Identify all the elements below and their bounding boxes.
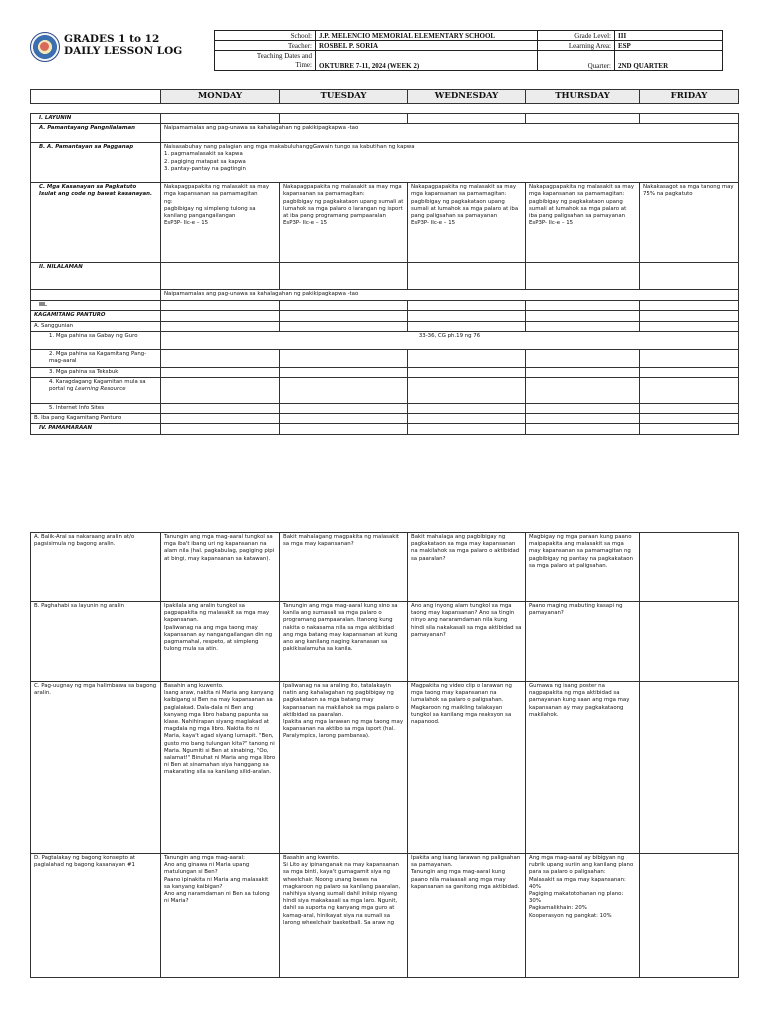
pagtalakay-wednesday: Ipakita ang isang larawan ng paligsahan sa pamayanan. Tanungin ang mga mag-aaral kung paano nila maiaasali ang mga may kapansanan sa ganitong mga aktibidad. bbox=[408, 854, 526, 978]
deped-seal-icon bbox=[30, 32, 60, 62]
learning-resource-label: 4. Karagdagang Kagamitan mula sa portal ng Learning Resource bbox=[31, 378, 161, 404]
area-label: Learning Area: bbox=[538, 41, 615, 51]
log-title: GRADES 1 to 12 DAILY LESSON LOG bbox=[64, 33, 183, 57]
info-table bbox=[214, 30, 723, 71]
day-header-wednesday: WEDNESDAY bbox=[408, 90, 526, 104]
balik-aral-tuesday: Bakit mahalagang magpakita ng malasakit sa mga may kapansanan? bbox=[280, 533, 408, 602]
quarter-label: Quarter: bbox=[538, 51, 615, 71]
pag-uugnay-wednesday: Magpakita ng video clip o larawan ng mga taong may kapansanan na lumalahok sa palaro o paligsahan. Magkaroon ng maikling talakayan tungkol sa kanilang mga reaksyon sa napanood. bbox=[408, 682, 526, 854]
dates-value: OKTUBRE 7-11, 2024 (WEEK 2) bbox=[316, 51, 538, 71]
pamantayang-pangnilalaman-label: A. Pamantayang Pangnilalaman bbox=[31, 124, 161, 143]
kagamitang-pang-mag-aaral-label: 2. Mga pahina sa Kagamitang Pang-mag-aaral bbox=[31, 349, 161, 367]
balik-aral-monday: Tanungin ang mga mag-aaral tungkol sa mga iba't ibang uri ng kapansanan na alam nila (hal. pagkabulag, pagiging pipi at bingi, may kapansanan sa katawan). bbox=[161, 533, 280, 602]
pag-uugnay-label: C. Pag-uugnay ng mga halimbawa sa bagong aralin. bbox=[31, 682, 161, 854]
pag-uugnay-friday bbox=[640, 682, 739, 854]
dates-label: Teaching Dates and Time: bbox=[215, 51, 316, 71]
kagamitang-panturo-label: KAGAMITANG PANTURO bbox=[31, 311, 161, 321]
table-row bbox=[31, 602, 739, 682]
gabay-ng-guro-value: 33-36, CG ph.19 ng 76 bbox=[161, 331, 739, 349]
pag-uugnay-thursday: Gumawa ng isang poster na nagpapakita ng mga aktibidad sa pamayanan kung saan ang mga may kapansanan ay may pagkakataong makilahok. bbox=[526, 682, 640, 854]
balik-aral-friday bbox=[640, 533, 739, 602]
lesson-log-header bbox=[30, 30, 738, 72]
kasanayan-label: C. Mga Kasanayan sa Pagkatuto Isulat ang code ng bawat kasanayan. bbox=[31, 183, 161, 263]
grade-value: III bbox=[615, 31, 723, 41]
spacer-row bbox=[31, 104, 739, 114]
nilalaman-label: II. NILALAMAN bbox=[31, 263, 161, 290]
day-header-tuesday: TUESDAY bbox=[280, 90, 408, 104]
school-value: J.P. MELENCIO MEMORIAL ELEMENTARY SCHOOL bbox=[316, 31, 538, 41]
pagtalakay-thursday: Ang mga mag-aaral ay bibigyan ng rubrik upang suriin ang kanilang plano para sa palaro o paligsahan: Malasakit sa mga may kapansanan: 40% Pagiging makatotohanan ng plano: 30% Pagkamalikhain: 20% Kooperasyon ng pangkat: 10% bbox=[526, 854, 640, 978]
table-row bbox=[31, 854, 739, 978]
teacher-value: ROSBEL P. SORIA bbox=[316, 41, 538, 51]
teacher-label: Teacher: bbox=[215, 41, 316, 51]
balik-aral-wednesday: Bakit mahalaga ang pagbibigay ng pagkakataon sa mga may kapansanan na makilahok sa mga palaro o aktibidad sa paaralan? bbox=[408, 533, 526, 602]
procedures-table bbox=[30, 532, 739, 978]
pamantayang-pangnilalaman-text: Naipamamalas ang pag-unawa sa kahalagahan ng pakikipagkapwa -tao bbox=[161, 124, 739, 143]
pag-uugnay-monday: Basahin ang kuwento. Isang araw, nakita ni Maria ang kanyang kaibigang si Ben na may kapansanan sa paglalakad. Dala-dala ni Ben ang kanyang mga libro habang papunta sa klase. Nahihirapan siyang maglakad at magdala ng mga libro. Nakita ito ni Maria, kaya't agad siyang lumapit. "Ben, gusto mo bang tulungan kita?" tanong ni Maria. Ngumiti si Ben at sinabing, "Oo, salamat!" Binuhat ni Maria ang mga libro ni Ben at sinamahan siya hanggang sa makarating sila sa kanilang silid-aralan. bbox=[161, 682, 280, 854]
paghahabi-tuesday: Tanungin ang mga mag-aaral kung sino sa kanila ang sumasali sa mga palaro o programang pampaaralan. Itanong kung nakita o nakasama nila sa mga aktibidad ang mga batang may kapansanan at kung ano ang kanilang naging karanasan sa pakikisalamuha sa kanila. bbox=[280, 602, 408, 682]
corner-cell bbox=[31, 90, 161, 104]
table-row bbox=[31, 682, 739, 854]
paghahabi-monday: Ipakilala ang aralin tungkol sa pagpapakita ng malasakit sa mga may kapansanan. Ipaliwanag na ang mga taong may kapansanan ay nangangailangan din ng pagmamahal, respeto, at simpleng tulong mula sa atin. bbox=[161, 602, 280, 682]
pag-uugnay-tuesday: Ipaliwanag na sa araling ito, tatalakayin natin ang kahalagahan ng pagbibigay ng pagkakataon sa mga batang may kapansanan na makilahok sa mga palaro o aktibidad sa paaralan. Ipakita ang mga larawan ng mga taong may kapansanan na aktibo sa mga isport (hal. Paralympics, larong pambansa). bbox=[280, 682, 408, 854]
pagtalakay-label: D. Pagtalakay ng bagong konsepto at paglalahad ng bagong kasanayan #1 bbox=[31, 854, 161, 978]
balik-aral-label: A. Balik-Aral sa nakaraang aralin at/o pagsisimula ng bagong aralin. bbox=[31, 533, 161, 602]
table-row bbox=[31, 533, 739, 602]
balik-aral-thursday: Magbigay ng mga paraan kung paano maipapakita ang malasakit sa mga may kapansanan sa pamamagitan ng pagbibigay ng pantay na pagkakataon sa mga palaro at paligsahan. bbox=[526, 533, 640, 602]
gabay-ng-guro-label: 1. Mga pahina sa Gabay ng Guro bbox=[31, 331, 161, 349]
pagtalakay-tuesday: Basahin ang kwento. Si Lito ay ipinanganak na may kapansanan sa mga binti, kaya't gumagamit siya ng wheelchair. Noong unang beses na magkaroon ng palaro sa kanilang paaralan, nahihiya siyang sumali dahil iniisip niyang hindi siya makakasali sa mga laro. Ngunit, dahil sa suporta ng kanyang mga guro at kamag-aral, hinikayat siya na sumali sa larong wheelchair basketball. Sa araw ng bbox=[280, 854, 408, 978]
row-iii-text: Naipamamalas ang pag-unawa sa kahalagahan ng pakikipagkapwa -tao bbox=[161, 290, 739, 301]
internet-info-label: 5. Internet Info Sites bbox=[31, 404, 161, 414]
kasanayan-wednesday: Nakapagpapakita ng malasakit sa may mga kapansanan sa pamamagitan: pagbibigay ng pagkakataon upang sumali at lumahok sa mga palaro at iba pang paligsahan sa pamayanan EsP3P- IIc-e – 15 bbox=[408, 183, 526, 263]
paghahabi-thursday: Paano maging mabuting kasapi ng pamayanan? bbox=[526, 602, 640, 682]
kasanayan-tuesday: Nakapagpapakita ng malasakit sa may mga kapansanan sa pamamagitan: pagbibigay ng pagkakataon upang sumali at lumahok sa mga palaro o larangan ng isport at iba pang programang pampaaralan EsP3P- IIc-e – 15 bbox=[280, 183, 408, 263]
pagtalakay-friday bbox=[640, 854, 739, 978]
pamamaraan-label: IV. PAMAMARAAN bbox=[31, 424, 161, 434]
pagtalakay-monday: Tanungin ang mga mag-aaral: Ano ang ginawa ni Maria upang matulungan si Ben? Paano ipinakita ni Maria ang malasakit sa kanyang kaibigan? Ano ang naramdaman ni Ben sa tulong ni Maria? bbox=[161, 854, 280, 978]
grade-label: Grade Level: bbox=[538, 31, 615, 41]
layunin-label: I. LAYUNIN bbox=[31, 114, 161, 124]
paghahabi-friday bbox=[640, 602, 739, 682]
iii-label: III. bbox=[31, 301, 161, 311]
area-value: ESP bbox=[615, 41, 723, 51]
kasanayan-monday: Nakapagpapakita ng malasakit sa may mga kapansanan sa pamamagitan ng: pagbibigay ng simpleng tulong sa kanilang pangangailangan EsP3P- IIc-e – 15 bbox=[161, 183, 280, 263]
pamantayan-sa-pagganap-label: B. A. Pamantayan sa Pagganap bbox=[31, 143, 161, 183]
paghahabi-label: B. Paghahabi sa layunin ng aralin bbox=[31, 602, 161, 682]
day-header-friday: FRIDAY bbox=[640, 90, 739, 104]
pamantayan-sa-pagganap-text: Naisasabuhay nang palagian ang mga makabuluhanggGawain tungo sa kabutihan ng kapwa 1. pagmamalasakit sa kapwa 2. pagiging matapat sa kapwa 3. pantay-pantay na pagtingin bbox=[161, 143, 739, 183]
day-header-monday: MONDAY bbox=[161, 90, 280, 104]
school-label: School: bbox=[215, 31, 316, 41]
objectives-table bbox=[30, 89, 739, 435]
kasanayan-friday: Nakakasagot sa mga tanong may 75% na pagkatuto bbox=[640, 183, 739, 263]
paghahabi-wednesday: Ano ang inyong alam tungkol sa mga taong may kapansanan? Ano sa tingin ninyo ang nararamdaman nila kung hindi sila nakakasali sa mga aktibidad sa pamayanan? bbox=[408, 602, 526, 682]
teksbuk-label: 3. Mga pahina sa Teksbuk bbox=[31, 367, 161, 377]
quarter-value: 2ND QUARTER bbox=[615, 51, 723, 71]
sanggunian-label: A. Sanggunian bbox=[31, 321, 161, 331]
iba-pang-kagamitan-label: B. Iba pang Kagamitang Panturo bbox=[31, 414, 161, 424]
kasanayan-thursday: Nakapagpapakita ng malasakit sa may mga kapansanan sa pamamagitan: pagbibigay ng pagkakataon upang sumali at lumahok sa mga palaro at iba pang paligsahan sa pamayanan EsP3P- IIc-e – 15 bbox=[526, 183, 640, 263]
day-header-thursday: THURSDAY bbox=[526, 90, 640, 104]
